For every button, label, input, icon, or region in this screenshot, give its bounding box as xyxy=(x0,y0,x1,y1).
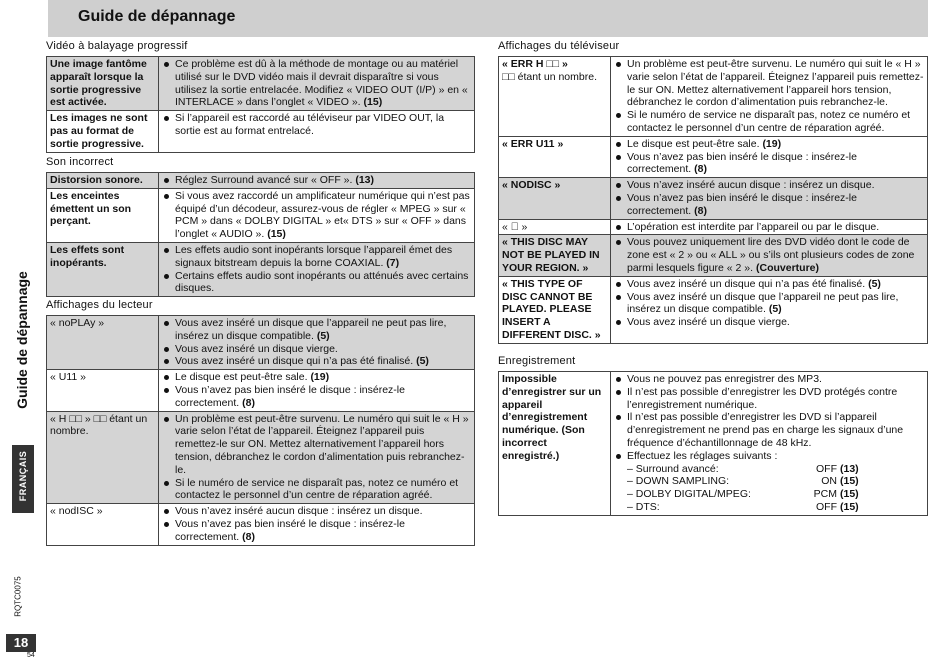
row-label: Les enceintes émettent un son perçant. xyxy=(47,188,159,242)
row-label: Les images ne sont pas au format de sortie progressive. xyxy=(47,111,159,152)
row-label: « noPLAy » xyxy=(47,316,159,370)
doc-code-text: RQTC0075 xyxy=(13,576,23,617)
row-label: Les effets sont inopérants. xyxy=(47,242,159,296)
table-row xyxy=(47,316,475,370)
setting-item: – DOLBY DIGITAL/MPEG: PCM (15) xyxy=(627,488,859,501)
row-label: « ⃠ » xyxy=(499,219,611,235)
settings-list xyxy=(614,463,924,514)
row-label: Distorsion sonore. xyxy=(47,173,159,189)
page-number: 18 xyxy=(6,634,36,652)
row-content xyxy=(159,173,475,189)
list-item: Un problème est peut-être survenu. Le numéro qui suit le « H » varie selon l’état de l’appareil. Éteignez l’appareil puis remettez-le sur ON. Mettez alternativement l’appareil hors tension, débranchez le cordon d’alimentation puis rebranchez-le. xyxy=(162,413,471,477)
row-label: « U11 » xyxy=(47,370,159,411)
language-label: FRANÇAIS xyxy=(18,450,28,502)
row-content xyxy=(159,188,475,242)
row-content xyxy=(611,57,928,137)
side-title-text: Guide de dépannage xyxy=(14,271,30,409)
row-label: « nodISC » xyxy=(47,504,159,545)
row-content xyxy=(611,136,928,177)
row-label: Une image fantôme apparaît lorsque la sortie progressive est activée. xyxy=(47,57,159,111)
table-row xyxy=(47,57,475,111)
list-item: Si le numéro de service ne disparaît pas, notez ce numéro et contactez le personnel d’un centre de réparation agréé. xyxy=(614,109,924,135)
row-label: « ERR U11 » xyxy=(499,136,611,177)
row-content xyxy=(611,276,928,343)
row-content xyxy=(159,411,475,504)
list-item: Certains effets audio sont inopérants ou atténués avec certains disques. xyxy=(162,270,471,296)
table-row xyxy=(47,111,475,152)
list-item: Vous n’avez inséré aucun disque : insérez un disque. xyxy=(162,505,471,518)
list-item: Vous n’avez pas bien inséré le disque : insérez-le correctement. (8) xyxy=(614,192,924,218)
list-item: Un problème est peut-être survenu. Le numéro qui suit le « H » varie selon l’état de l’appareil. Éteignez l’appareil puis remettez-le sur ON. Mettez alternativement l’appareil hors tension, débranchez le cordon d’alimentation puis rebranchez-le. xyxy=(614,58,924,109)
list-item: Vous avez inséré un disque que l’appareil ne peut pas lire, insérez un disque compatible. (5) xyxy=(614,291,924,317)
row-label: Impossible d’enregistrer sur un appareil d’enregistrement numérique. (Son incorrect enregistré.) xyxy=(499,372,611,516)
section-title-son: Son incorrect xyxy=(46,156,114,168)
list-item: Vous pouvez uniquement lire des DVD vidéo dont le code de zone est « 2 » ou « ALL » ou s’ils ont plusieurs codes de zone parmi lesquels figure « 2 ». (Couverture) xyxy=(614,236,924,274)
language-tab xyxy=(12,445,34,513)
list-item: Réglez Surround avancé sur « OFF ». (13) xyxy=(162,174,471,187)
setting-item: – Surround avancé: OFF (13) xyxy=(627,462,859,475)
table-row xyxy=(47,188,475,242)
section-title-enreg: Enregistrement xyxy=(498,355,576,367)
list-item: Vous avez inséré un disque qui n’a pas été finalisé. (5) xyxy=(614,278,924,291)
table-enreg xyxy=(498,371,928,516)
section-title-video: Vidéo à balayage progressif xyxy=(46,40,188,52)
row-content xyxy=(159,504,475,545)
list-item: Vous n’avez pas bien inséré le disque : insérez-le correctement. (8) xyxy=(614,151,924,177)
table-row xyxy=(47,504,475,545)
table-row xyxy=(499,136,928,177)
row-content xyxy=(159,242,475,296)
table-tv xyxy=(498,56,928,344)
row-content xyxy=(611,372,928,516)
row-label: « H □□ » □□ étant un nombre. xyxy=(47,411,159,504)
list-item: Vous avez inséré un disque que l’appareil ne peut pas lire, insérez un disque compatible. (5) xyxy=(162,317,471,343)
list-item: Vous avez inséré un disque vierge. xyxy=(614,316,924,329)
list-item: Il n’est pas possible d’enregistrer les DVD protégés contre l’enregistrement numérique. xyxy=(614,386,924,412)
row-content xyxy=(611,219,928,235)
list-item: Vous n’avez pas bien inséré le disque : insérez-le correctement. (8) xyxy=(162,518,471,544)
row-content xyxy=(159,57,475,111)
table-row xyxy=(47,370,475,411)
section-title-tv: Affichages du téléviseur xyxy=(498,40,620,52)
row-label: « ERR H □□ » □□ étant un nombre. xyxy=(499,57,611,137)
list-item: Vous avez inséré un disque vierge. xyxy=(162,343,471,356)
table-row xyxy=(499,57,928,137)
table-row xyxy=(499,276,928,343)
table-row xyxy=(47,173,475,189)
table-lecteur xyxy=(46,315,475,546)
table-row xyxy=(499,235,928,276)
row-label: « THIS DISC MAY NOT BE PLAYED IN YOUR REGION. » xyxy=(499,235,611,276)
list-item: Si le numéro de service ne disparaît pas, notez ce numéro et contactez le personnel d’un centre de réparation agréé. xyxy=(162,477,471,503)
table-row xyxy=(499,372,928,516)
list-item: Effectuez les réglages suivants : xyxy=(614,450,924,463)
list-item: L’opération est interdite par l’appareil ou par le disque. xyxy=(614,221,924,234)
list-item: Si l’appareil est raccordé au téléviseur par VIDEO OUT, la sortie est au format entrelacé. xyxy=(162,112,471,138)
list-item: Vous avez inséré un disque qui n’a pas été finalisé. (5) xyxy=(162,355,471,368)
list-item: Ce problème est dû à la méthode de montage ou au matériel utilisé sur le DVD vidéo mais il devrait disparaître si vous utilisez la sortie entrelacée. Modifiez « VIDEO OUT (I/P) » en « INTERLACE » dans l’onglet « VIDEO ». (15) xyxy=(162,58,471,109)
table-row xyxy=(499,219,928,235)
row-content xyxy=(159,316,475,370)
side-title xyxy=(0,250,44,450)
section-title-lecteur: Affichages du lecteur xyxy=(46,299,153,311)
list-item: Si vous avez raccordé un amplificateur numérique qui n’est pas équipé d’un décodeur, assurez-vous de régler « MPEG » sur « PCM » dans « DOLBY DIGITAL » et« DTS » sur « OFF » dans l’onglet « AUDIO ». (15) xyxy=(162,190,471,241)
row-content xyxy=(159,111,475,152)
table-row xyxy=(47,411,475,504)
page-header xyxy=(48,0,928,37)
list-item: Le disque est peut-être sale. (19) xyxy=(162,371,471,384)
row-content xyxy=(159,370,475,411)
table-son xyxy=(46,172,475,297)
list-item: Vous ne pouvez pas enregistrer des MP3. xyxy=(614,373,924,386)
row-label: « THIS TYPE OF DISC CANNOT BE PLAYED. PLEASE INSERT A DIFFERENT DISC. » xyxy=(499,276,611,343)
page-sub-number: 54 xyxy=(27,652,35,659)
list-item: Il n’est pas possible d’enregistrer les DVD si l’appareil d’enregistrement ne prend pas en charge les signaux d’une fréquence d’échantillonnage de 48 kHz. xyxy=(614,411,924,449)
list-item: Vous n’avez inséré aucun disque : insérez un disque. xyxy=(614,179,924,192)
row-label: « NODISC » xyxy=(499,178,611,219)
page-title: Guide de dépannage xyxy=(78,8,236,25)
row-content xyxy=(611,178,928,219)
table-row xyxy=(499,178,928,219)
setting-item: – DTS: OFF (15) xyxy=(627,500,859,513)
table-row xyxy=(47,242,475,296)
doc-code xyxy=(8,572,28,622)
row-content xyxy=(611,235,928,276)
list-item: Les effets audio sont inopérants lorsque l’appareil émet des signaux bitstream depuis la borne COAXIAL. (7) xyxy=(162,244,471,270)
list-item: Le disque est peut-être sale. (19) xyxy=(614,138,924,151)
list-item: Vous n’avez pas bien inséré le disque : insérez-le correctement. (8) xyxy=(162,384,471,410)
table-video xyxy=(46,56,475,153)
setting-item: – DOWN SAMPLING: ON (15) xyxy=(627,475,859,488)
